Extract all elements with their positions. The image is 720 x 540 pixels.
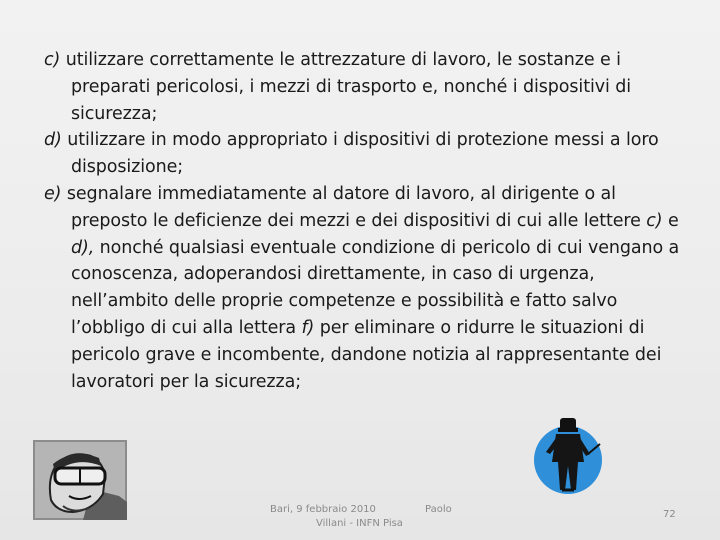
item-text: per eliminare o ridurre le situazioni di pericolo grave e incombente, dandone notizia al rappresentante dei lavoratori per la sicurezza; [71,317,662,392]
list-item-d [44,127,684,181]
list-item-e [44,181,684,395]
item-text: utilizzare in modo appropriato i dispositivi di protezione messi a loro disposizione; [67,130,659,178]
item-letter: e) [44,183,62,204]
item-text: nonché qualsiasi eventuale condizione di pericolo di cui vengano a conoscenza, adoperandosi direttamente, in caso di urgenza, nell’ambito delle proprie competenze e possibilità e fatto salvo l’obbligo di cui alla lettera [71,237,680,338]
footer-author-rest: Villani - INFN Pisa [316,518,403,529]
footer-author-first: Paolo [425,504,452,515]
page-number: 72 [663,509,676,520]
welder-silhouette-icon [528,414,608,496]
item-letter: d) [44,130,62,151]
footer-date: Bari, 9 febbraio 2010 [270,504,376,515]
item-text: utilizzare correttamente le attrezzature di lavoro, le sostanze e i preparati pericolosi, i mezzi di trasporto e, nonché i dispositivi di sicurezza; [65,50,631,124]
slide-body-text [44,47,684,395]
worker-goggles-icon [33,440,127,520]
list-item-c [44,47,684,127]
item-ref: d), [71,237,95,258]
item-text: e [667,210,679,231]
item-letter: c) [44,50,61,70]
item-ref: f) [301,317,315,338]
item-text: segnalare immediatamente al datore di lavoro, al dirigente o al preposto le deficienze dei mezzi e dei dispositivi di cui alle lettere [66,183,641,231]
item-ref: c) [646,210,663,231]
